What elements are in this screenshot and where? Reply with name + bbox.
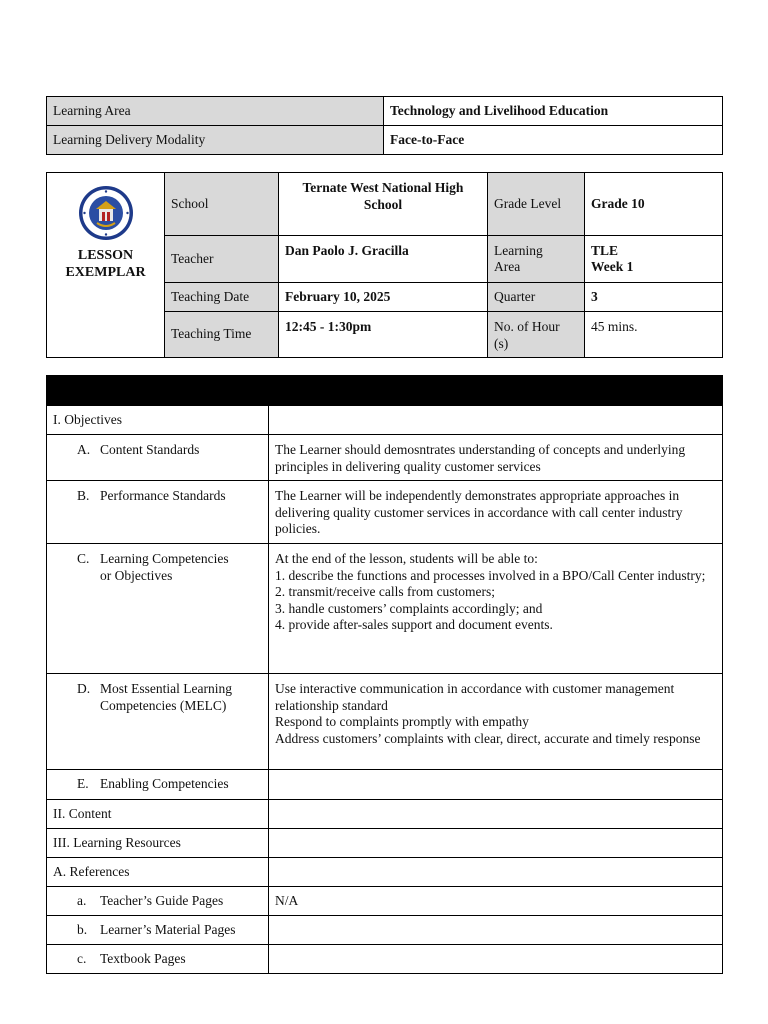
competencies-value: At the end of the lesson, students will be able to: 1. describe the functions and processes involved in a BPO/Call Center industry; 2. transmit/receive calls from customers; 3. handle customers’ complaints accordingly; and 4. provide after-sales support and document events. <box>269 544 723 674</box>
grade-level-label: Grade Level <box>488 173 585 236</box>
hours-value: 45 mins. <box>585 312 723 358</box>
enabling-row <box>47 770 723 800</box>
enabling-label: E. Enabling Competencies <box>47 770 269 800</box>
textbook-label: c. Textbook Pages <box>47 945 269 974</box>
lesson-plan-table <box>46 375 723 974</box>
references-value <box>269 858 723 887</box>
references-row <box>47 858 723 887</box>
lesson-title-line2: EXEMPLAR <box>65 265 146 280</box>
content-value <box>269 800 723 829</box>
learning-area-row <box>47 97 723 126</box>
learning-resources-value <box>269 829 723 858</box>
lesson-title-line1: LESSON <box>77 248 134 263</box>
learners-material-value <box>269 916 723 945</box>
deped-seal-icon <box>78 185 134 241</box>
header-learning-area-value: TLE Week 1 <box>585 236 723 283</box>
enabling-value <box>269 770 723 800</box>
hours-label: No. of Hour (s) <box>488 312 585 358</box>
textbook-row <box>47 945 723 974</box>
teaching-date-label: Teaching Date <box>165 283 279 312</box>
learning-resources-label: III. Learning Resources <box>47 829 269 858</box>
melc-value: Use interactive communication in accordance with customer management relationship standard Respond to complaints promptly with empathy Address customers’ complaints with clear, direct, accurate and timely response <box>269 674 723 770</box>
teacher-label: Teacher <box>165 236 279 283</box>
learning-area-table <box>46 96 723 155</box>
melc-label: D. Most Essential Learning Competencies (MELC) <box>47 674 269 770</box>
learning-resources-row <box>47 829 723 858</box>
black-header-row <box>47 376 723 406</box>
lesson-header-table <box>46 172 723 358</box>
competencies-row <box>47 544 723 674</box>
content-row <box>47 800 723 829</box>
grade-level-value: Grade 10 <box>585 173 723 236</box>
content-standards-row <box>47 435 723 481</box>
logo-cell <box>47 173 165 358</box>
content-standards-value: The Learner should demosntrates understanding of concepts and underlying principles in delivering quality customer services <box>269 435 723 481</box>
performance-standards-value: The Learner will be independently demonstrates appropriate approaches in delivering quality customer services in accordance with call center industry policies. <box>269 481 723 544</box>
teaching-date-value: February 10, 2025 <box>279 283 488 312</box>
references-label: A. References <box>47 858 269 887</box>
objectives-row <box>47 406 723 435</box>
teachers-guide-label: a. Teacher’s Guide Pages <box>47 887 269 916</box>
melc-row <box>47 674 723 770</box>
modality-label: Learning Delivery Modality <box>47 126 384 155</box>
modality-value: Face-to-Face <box>384 126 723 155</box>
performance-standards-label: B. Performance Standards <box>47 481 269 544</box>
teacher-value: Dan Paolo J. Gracilla <box>279 236 488 283</box>
content-standards-label: A. Content Standards <box>47 435 269 481</box>
quarter-label: Quarter <box>488 283 585 312</box>
learners-material-label: b. Learner’s Material Pages <box>47 916 269 945</box>
header-learning-area-label: Learning Area <box>488 236 585 283</box>
objectives-value <box>269 406 723 435</box>
learning-area-value: Technology and Livelihood Education <box>384 97 723 126</box>
textbook-value <box>269 945 723 974</box>
modality-row <box>47 126 723 155</box>
teaching-time-label: Teaching Time <box>165 312 279 358</box>
teaching-time-value: 12:45 - 1:30pm <box>279 312 488 358</box>
content-label: II. Content <box>47 800 269 829</box>
learning-area-label: Learning Area <box>47 97 384 126</box>
learners-material-row <box>47 916 723 945</box>
performance-standards-row <box>47 481 723 544</box>
school-label: School <box>165 173 279 236</box>
teachers-guide-value: N/A <box>269 887 723 916</box>
quarter-value: 3 <box>585 283 723 312</box>
lesson-exemplar-title <box>53 247 158 281</box>
objectives-label: I. Objectives <box>47 406 269 435</box>
black-header-bar <box>47 376 723 406</box>
teachers-guide-row <box>47 887 723 916</box>
competencies-label: C. Learning Competencies or Objectives <box>47 544 269 674</box>
school-row <box>47 173 723 236</box>
school-value: Ternate West National High School <box>279 173 488 236</box>
